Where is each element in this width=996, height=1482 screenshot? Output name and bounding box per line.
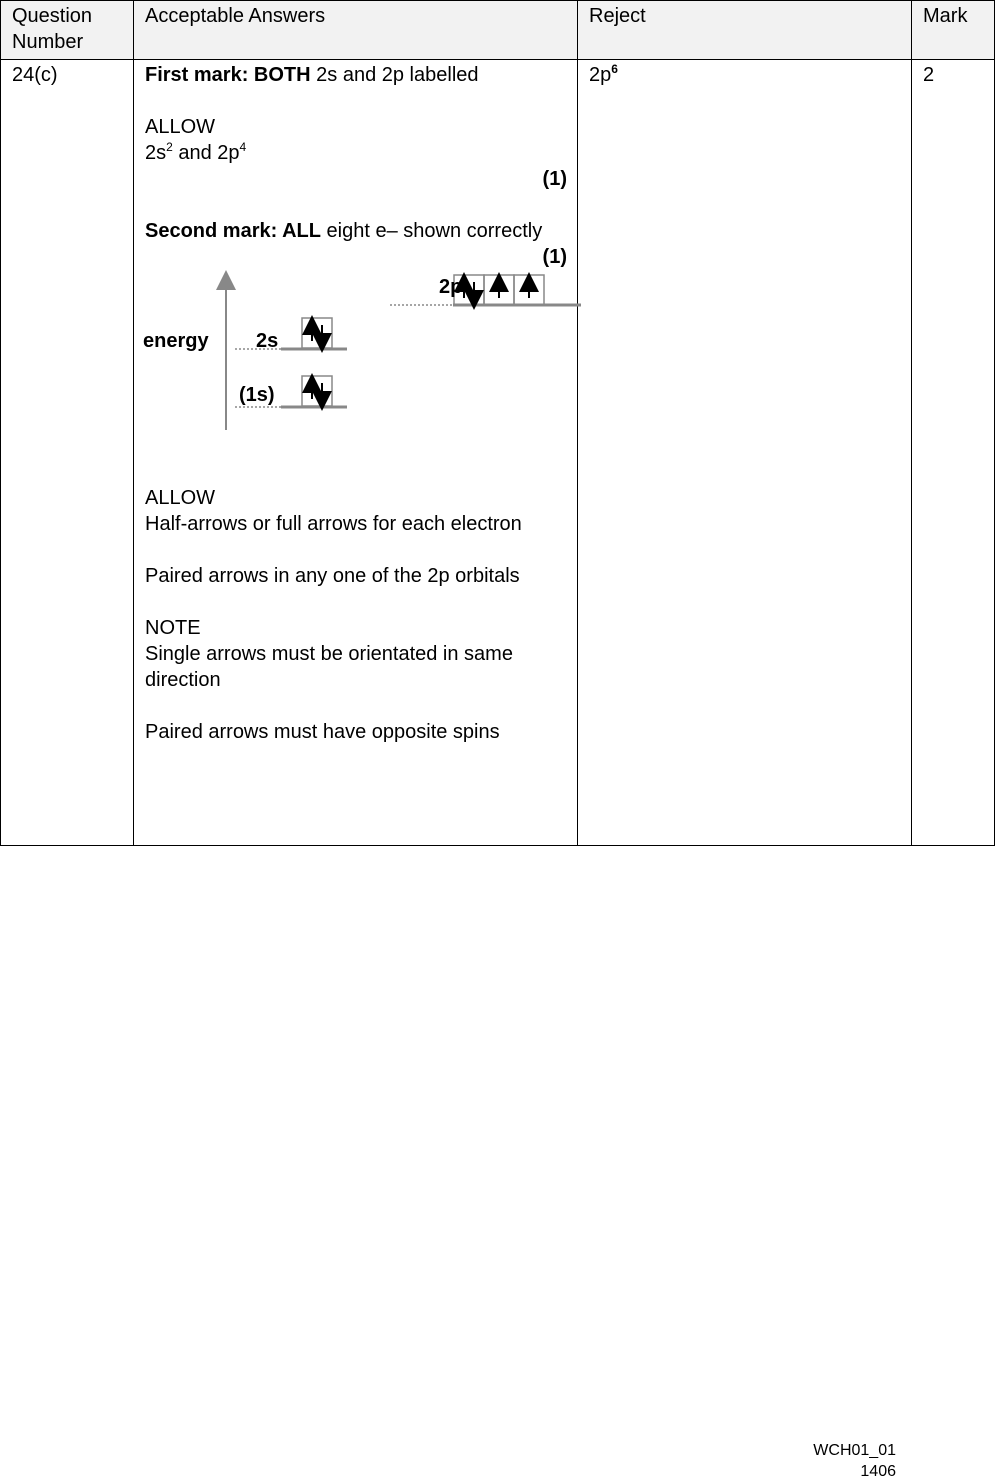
session-code: 1406 (860, 1463, 896, 1480)
allow-label-2: ALLOW (145, 487, 216, 509)
energy-label: energy (143, 330, 209, 352)
allow-config: $2s^2$ and $2p^4$ (145, 140, 247, 164)
allow-paired-arrows: Paired arrows in any one of the 2p orbitals (145, 565, 520, 587)
header-acceptable-answers: Acceptable Answers (134, 1, 578, 60)
note-single-arrows: Single arrows must be orientated in same direction (145, 643, 513, 691)
reject-cell: $2p^6$ (578, 60, 912, 846)
mark-2: (1) (542, 246, 567, 268)
label-1s: (1s) (239, 384, 275, 406)
note-paired-arrows: Paired arrows must have opposite spins (145, 721, 500, 743)
question-number: 24(c) (1, 60, 134, 846)
first-mark: First mark: BOTH 2s and 2p labelled (145, 64, 479, 86)
header-reject: Reject (578, 1, 912, 60)
mark-1: (1) (542, 168, 567, 190)
allow-half-arrows: Half-arrows or full arrows for each electron (145, 513, 522, 535)
allow-label: ALLOW (145, 116, 216, 138)
header-question-number: Question Number (1, 1, 134, 60)
label-2s: 2s (256, 330, 279, 352)
2s-orbital-box (302, 318, 332, 348)
second-mark: Second mark: ALL eight e– shown correctly (145, 220, 543, 242)
label-2p: 2p (439, 276, 463, 298)
header-mark: Mark (912, 1, 995, 60)
paper-code: WCH01_01 (813, 1442, 896, 1459)
note-label: NOTE (145, 617, 201, 639)
acceptable-answers-cell (134, 60, 578, 846)
table-row (1, 60, 995, 846)
table-header-row (1, 1, 995, 60)
page-footer (813, 1440, 896, 1482)
1s-orbital-box (302, 376, 332, 406)
energy-level-diagram (143, 270, 583, 485)
orbital-diagram-svg (143, 270, 583, 485)
mark-cell: 2 (912, 60, 995, 846)
